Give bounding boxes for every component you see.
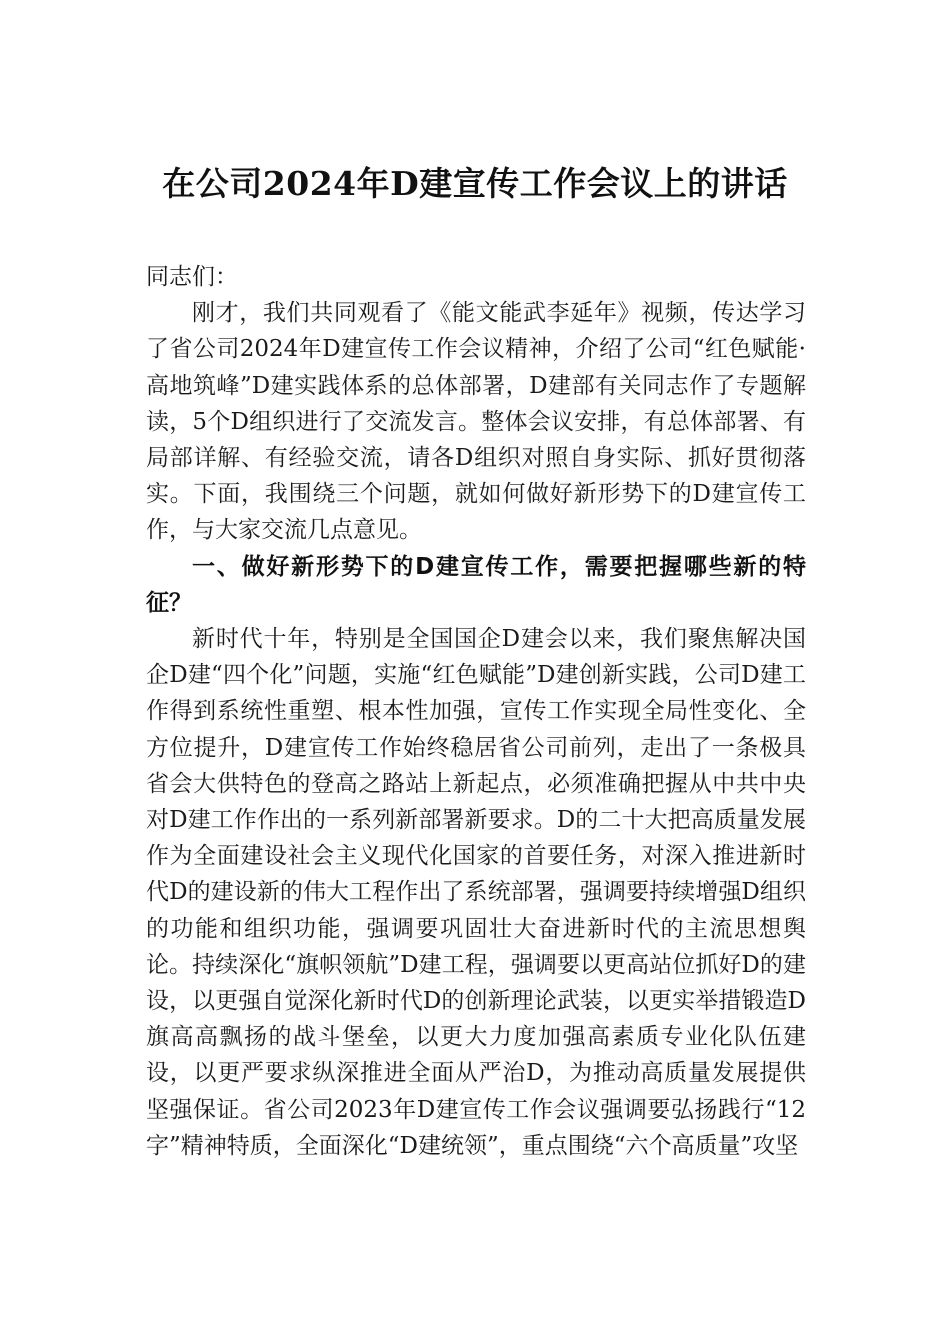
paragraph-intro: 刚才，我们共同观看了《能文能武李延年》视频，传达学习了省公司2024年D建宣传工作会议精神，介绍了公司“红色赋能·高地筑峰”D建实践体系的总体部署，D建部有关同志作了专题解读，5个D组织进行了交流发言。整体会议安排，有总体部署、有局部详解、有经验交流，请各D组织对照自身实际、抓好贯彻落实。下面，我围绕三个问题，就如何做好新形势下的D建宣传工作，与大家交流几点意见。 bbox=[146, 300, 806, 544]
paragraph-section-1: 新时代十年，特别是全国国企D建会以来，我们聚焦解决国企D建“四个化”问题，实施“红色赋能”D建创新实践，公司D建工作得到系统性重塑、根本性加强，宣传工作实现全局性变化、全方位提升，D建宣传工作始终稳居省公司前列，走出了一条极具省会大供特色的登高之路站上新起点，必须准确把握从中共中央对D建工作作出的一系列新部署新要求。D的二十大把高质量发展作为全面建设社会主义现代化国家的首要任务，对深入推进新时代D的建设新的伟大工程作出了系统部署，强调要持续增强D组织的功能和组织功能，强调要巩固壮大奋进新时代的主流思想舆论。持续深化“旗帜领航”D建工程，强调要以更高站位抓好D的建设，以更强自觉深化新时代D的创新理论武装，以更实举措锻造D旗高高飘扬的战斗堡垒，以更大力度加强高素质专业化队伍建设，以更严要求纵深推进全面从严治D，为推动高质量发展提供坚强保证。省公司2023年D建宣传工作会议强调要弘扬践行“12字”精神特质，全面深化“D建统领”，重点围绕“六个高质量”攻坚 bbox=[146, 626, 806, 1159]
document-body bbox=[146, 259, 806, 1164]
document-title: 在公司2024年D建宣传工作会议上的讲话 bbox=[162, 164, 788, 203]
section-heading-1: 一、做好新形势下的D建宣传工作，需要把握哪些新的特征？ bbox=[146, 553, 806, 616]
salutation: 同志们： bbox=[146, 264, 238, 290]
